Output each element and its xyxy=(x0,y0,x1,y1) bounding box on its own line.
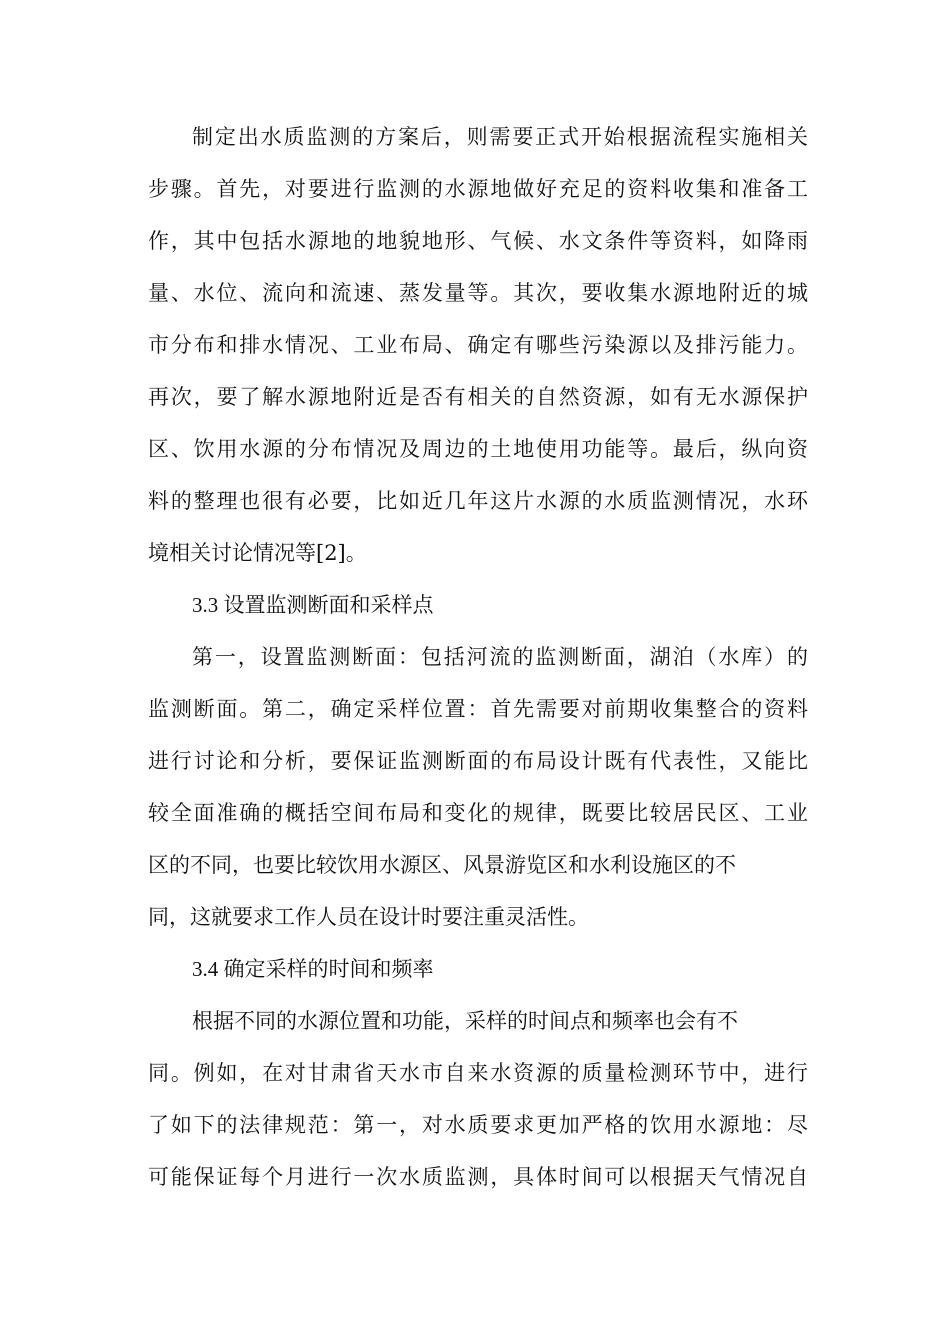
paragraph-3-line-2: 同。例如，在对甘肃省天水市自来水资源的质量检测环节中，进行 xyxy=(148,1061,808,1085)
paragraph-1-line-6: 再次，要了解水源地附近是否有相关的自然资源，如有无水源保护 xyxy=(148,385,808,409)
paragraph-1-line-2: 步骤。首先，对要进行监测的水源地做好充足的资料收集和准备工 xyxy=(148,177,808,201)
section-heading-3-4: 3.4 确定采样的时间和频率 xyxy=(192,957,434,981)
paragraph-1-line-7: 区、饮用水源的分布情况及周边的土地使用功能等。最后，纵向资 xyxy=(148,437,808,461)
paragraph-2-line-5: 区的不同，也要比较饮用水源区、风景游览区和水利设施区的不 xyxy=(148,853,736,877)
paragraph-1-line-8: 料的整理也很有必要，比如近几年这片水源的水质监测情况，水环 xyxy=(148,489,808,513)
paragraph-2-line-2: 监测断面。第二，确定采样位置：首先需要对前期收集整合的资料 xyxy=(148,697,808,721)
section-heading-3-3: 3.3 设置监测断面和采样点 xyxy=(192,593,434,617)
paragraph-3-line-3: 了如下的法律规范：第一，对水质要求更加严格的饮用水源地：尽 xyxy=(148,1113,808,1137)
paragraph-1-line-5: 市分布和排水情况、工业布局、确定有哪些污染源以及排污能力。 xyxy=(148,333,808,357)
paragraph-1-line-1: 制定出水质监测的方案后，则需要正式开始根据流程实施相关 xyxy=(192,125,808,149)
paragraph-3-line-4: 可能保证每个月进行一次水质监测，具体时间可以根据天气情况自 xyxy=(148,1165,808,1189)
paragraph-2-line-6: 同，这就要求工作人员在设计时要注重灵活性。 xyxy=(148,905,589,929)
paragraph-2-line-1: 第一，设置监测断面：包括河流的监测断面，湖泊（水库）的 xyxy=(192,645,808,669)
paragraph-1-line-9: 境相关讨论情况等[2]。 xyxy=(148,541,367,565)
paragraph-3-line-1: 根据不同的水源位置和功能，采样的时间点和频率也会有不 xyxy=(192,1009,738,1033)
paragraph-1-line-3: 作，其中包括水源地的地貌地形、气候、水文条件等资料，如降雨 xyxy=(148,229,808,253)
paragraph-2-line-4: 较全面准确的概括空间布局和变化的规律，既要比较居民区、工业 xyxy=(148,801,808,825)
paragraph-1-line-4: 量、水位、流向和流速、蒸发量等。其次，要收集水源地附近的城 xyxy=(148,281,808,305)
paragraph-2-line-3: 进行讨论和分析，要保证监测断面的布局设计既有代表性，又能比 xyxy=(148,749,808,773)
